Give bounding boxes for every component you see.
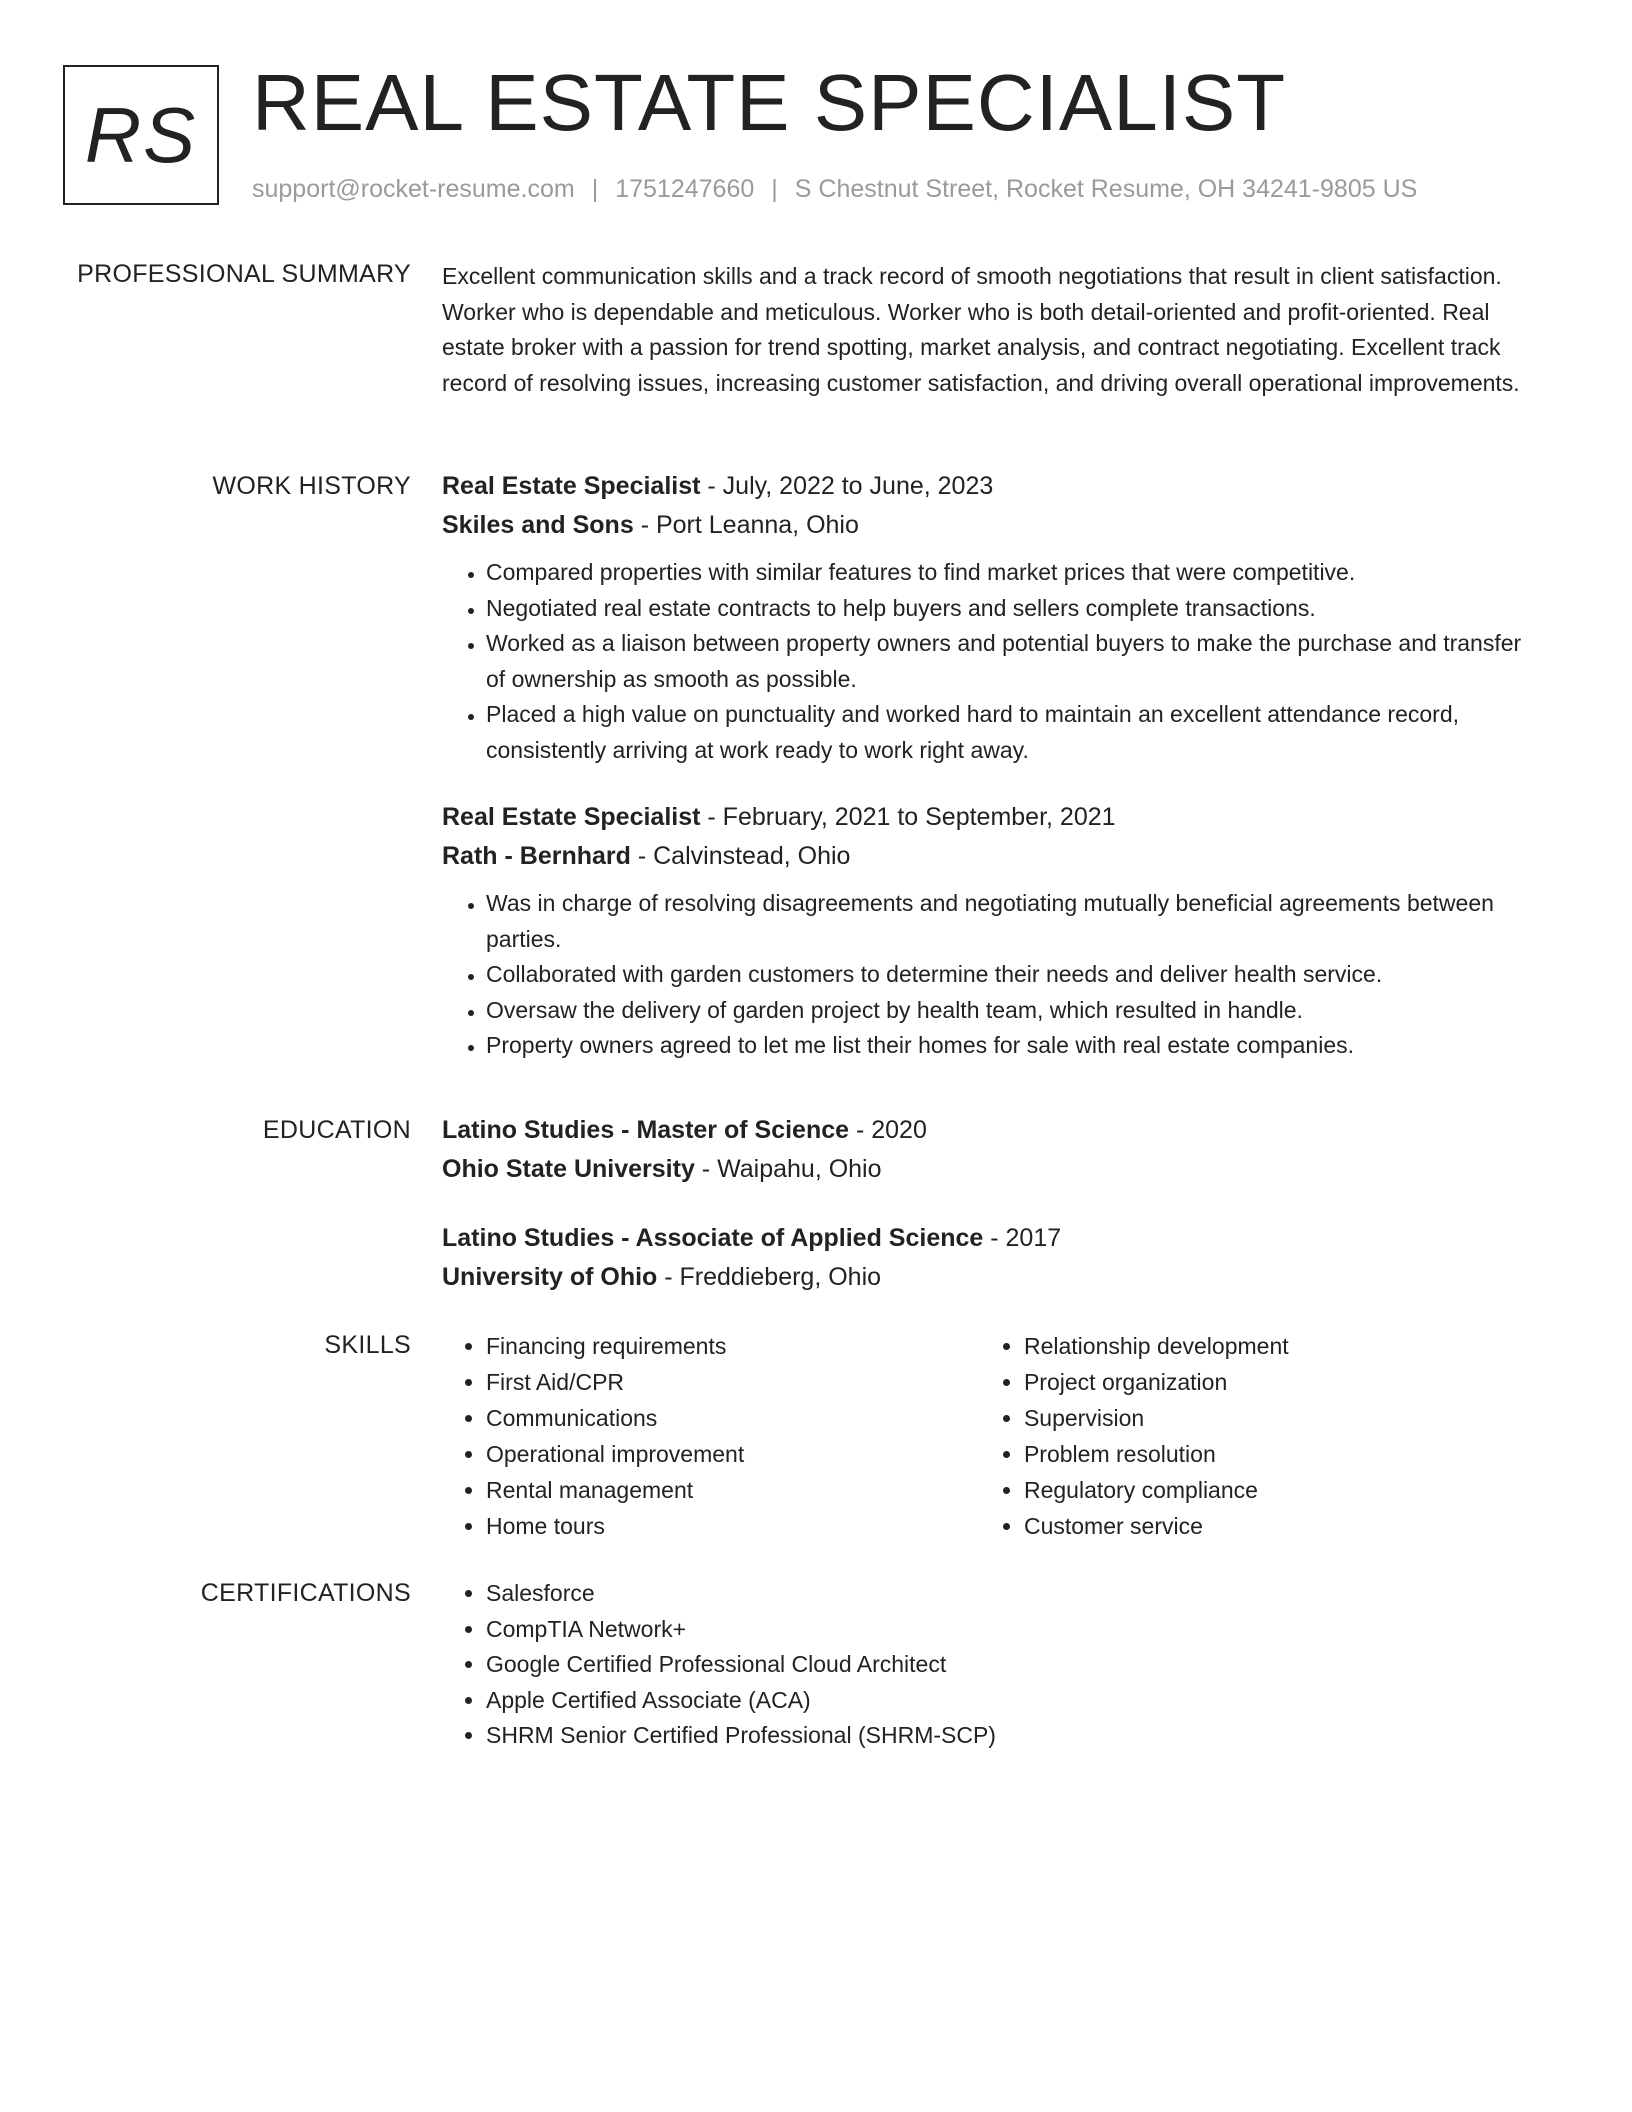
degree-line: [442, 1111, 1532, 1150]
list-item: • Project organization: [1024, 1364, 1532, 1400]
section-body: [442, 1111, 1532, 1327]
school-line: [442, 1258, 1532, 1297]
job-role-line: [442, 798, 1532, 837]
list-item: • Customer service: [1024, 1508, 1532, 1544]
job-company: Rath - Bernhard: [442, 842, 631, 870]
education-entry: [442, 1111, 1532, 1189]
job-role: Real Estate Specialist: [442, 472, 701, 500]
section-title: EDUCATION: [262, 1116, 411, 1144]
contact-line: [252, 172, 1417, 206]
list-item: • Negotiated real estate contracts to help buyers and sellers complete transactions.: [486, 591, 1532, 627]
list-item: • SHRM Senior Certified Professional (SHRM-SCP): [486, 1718, 1532, 1754]
degree-line: [442, 1219, 1532, 1258]
job-bullets: [442, 886, 1532, 1064]
certifications-list: [442, 1576, 1532, 1754]
list-item: • Google Certified Professional Cloud Architect: [486, 1647, 1532, 1683]
degree: Latino Studies - Associate of Applied Science: [442, 1224, 984, 1252]
list-item: • Regulatory compliance: [1024, 1472, 1532, 1508]
job-dates: - July, 2022 to June, 2023: [700, 472, 994, 500]
skills-column: [442, 1328, 935, 1544]
list-item: • Supervision: [1024, 1400, 1532, 1436]
job-entry: [442, 467, 1532, 768]
job-location: - Port Leanna, Ohio: [633, 511, 859, 539]
job-role: Real Estate Specialist: [442, 803, 701, 831]
section-title: PROFESSIONAL SUMMARY: [77, 260, 411, 288]
monogram-logo: RS: [63, 65, 219, 205]
contact-address: S Chestnut Street, Rocket Resume, OH 34241-9805 US: [794, 175, 1418, 203]
skills-column: [980, 1328, 1532, 1544]
section-title: WORK HISTORY: [212, 472, 411, 500]
list-item: • Compared properties with similar features to find market prices that were competitive.: [486, 555, 1532, 591]
section-title: SKILLS: [324, 1331, 411, 1359]
job-company-line: [442, 506, 1532, 545]
job-role-line: [442, 467, 1532, 506]
section-body: [442, 467, 1532, 1094]
resume-title: REAL ESTATE SPECIALIST: [252, 58, 1287, 147]
school: University of Ohio: [442, 1263, 658, 1291]
degree-year: - 2020: [849, 1116, 927, 1144]
job-company: Skiles and Sons: [442, 511, 634, 539]
contact-email: support@rocket-resume.com: [252, 175, 575, 203]
list-item: • Relationship development: [1024, 1328, 1532, 1364]
degree-year: - 2017: [983, 1224, 1062, 1252]
job-dates: - February, 2021 to September, 2021: [700, 803, 1116, 831]
list-item: • Collaborated with garden customers to determine their needs and deliver health service.: [486, 957, 1532, 993]
school: Ohio State University: [442, 1155, 695, 1183]
list-item: • Worked as a liaison between property owners and potential buyers to make the purchase and transfer of ownership as smooth as possible.: [486, 626, 1532, 697]
list-item: • Problem resolution: [1024, 1436, 1532, 1472]
list-item: • Financing requirements: [486, 1328, 935, 1364]
education-entry: [442, 1219, 1532, 1297]
section-body: [442, 1328, 1532, 1544]
contact-separator: |: [591, 175, 599, 203]
list-item: • Placed a high value on punctuality and worked hard to maintain an excellent attendance record, consistently arriving at work ready to work right away.: [486, 697, 1532, 768]
list-item: • Home tours: [486, 1508, 935, 1544]
job-bullets: [442, 555, 1532, 768]
job-entry: [442, 798, 1532, 1064]
list-item: • First Aid/CPR: [486, 1364, 935, 1400]
contact-separator: |: [771, 175, 778, 203]
list-item: • Operational improvement: [486, 1436, 935, 1472]
section-body: [442, 259, 1532, 401]
school-line: [442, 1150, 1532, 1189]
list-item: • Communications: [486, 1400, 935, 1436]
job-company-line: [442, 837, 1532, 876]
section-body: [442, 1576, 1532, 1754]
list-item: • Was in charge of resolving disagreements and negotiating mutually beneficial agreements between parties.: [486, 886, 1532, 957]
skills-grid: [442, 1328, 1532, 1544]
summary-text: Excellent communication skills and a track record of smooth negotiations that result in client satisfaction. Worker who is dependable and meticulous. Worker who is both detail-oriented and profit-oriented. Real estate broker with a passion for trend spotting, market analysis, and contract negotiating. Excellent track record of resolving issues, increasing customer satisfaction, and driving overall operational improvements.: [442, 263, 1520, 396]
contact-phone: 1751247660: [615, 175, 755, 203]
job-location: - Calvinstead, Ohio: [630, 842, 851, 870]
school-location: - Waipahu, Ohio: [694, 1155, 882, 1183]
list-item: • Apple Certified Associate (ACA): [486, 1683, 1532, 1719]
degree: Latino Studies - Master of Science: [442, 1116, 850, 1144]
school-location: - Freddieberg, Ohio: [657, 1263, 882, 1291]
list-item: • Property owners agreed to let me list their homes for sale with real estate companies.: [486, 1028, 1532, 1064]
list-item: • Rental management: [486, 1472, 935, 1508]
list-item: • Salesforce: [486, 1576, 1532, 1612]
section-title: CERTIFICATIONS: [200, 1579, 411, 1607]
list-item: • Oversaw the delivery of garden project by health team, which resulted in handle.: [486, 993, 1532, 1029]
list-item: • CompTIA Network+: [486, 1612, 1532, 1648]
